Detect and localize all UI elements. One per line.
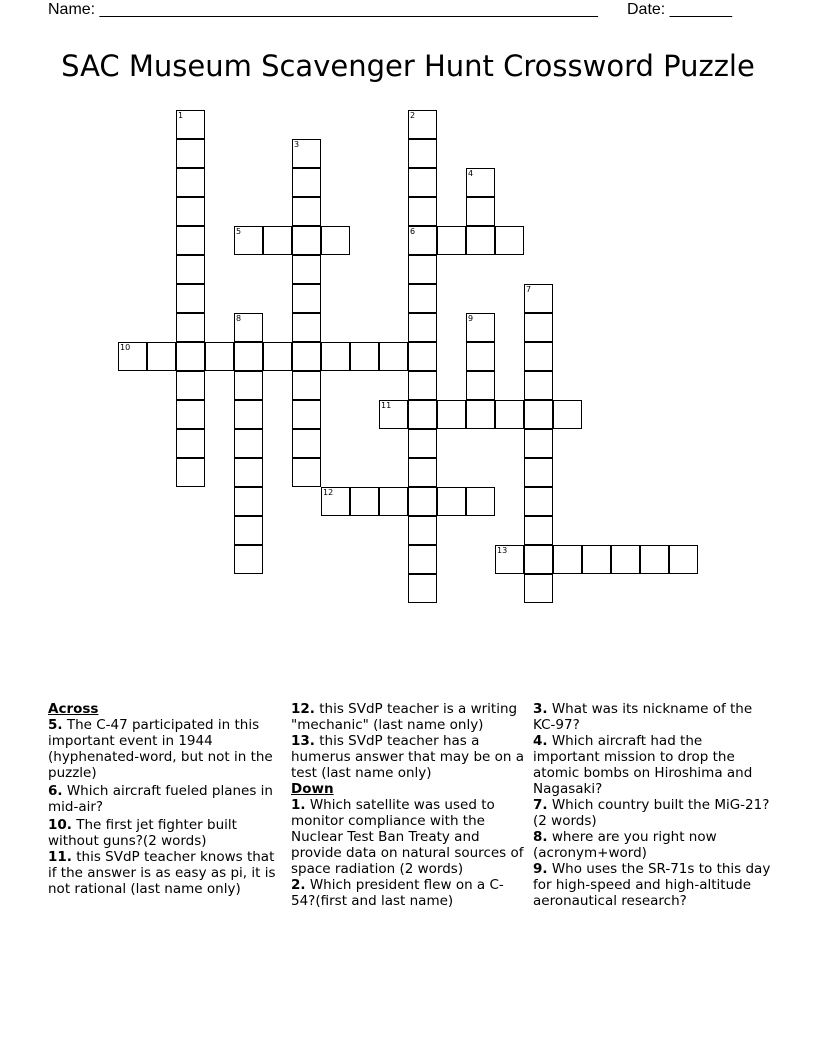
grid-cell[interactable] [292,255,321,284]
grid-cell[interactable] [524,342,553,371]
grid-cell[interactable] [408,458,437,487]
grid-cell[interactable] [234,226,263,255]
grid-cell[interactable] [234,545,263,574]
grid-cell[interactable] [466,371,495,400]
grid-cell[interactable] [118,342,147,371]
grid-cell[interactable] [292,197,321,226]
grid-cell[interactable] [495,545,524,574]
grid-cell[interactable] [176,139,205,168]
name-field[interactable]: Name: ________________________________________________________ [48,1,598,18]
clue-down-9: 9. Who uses the SR-71s to this day for high-speed and high-altitude aeronautical research? [533,861,771,909]
grid-cell[interactable] [524,458,553,487]
grid-cell[interactable] [234,429,263,458]
grid-cell[interactable] [408,400,437,429]
grid-cell[interactable] [176,197,205,226]
grid-cell[interactable] [176,458,205,487]
grid-cell[interactable] [466,487,495,516]
grid-cell[interactable] [292,226,321,255]
clue-number: 2 [410,111,416,120]
grid-cell[interactable] [524,284,553,313]
grid-cell[interactable] [321,342,350,371]
grid-cell[interactable] [524,371,553,400]
grid-cell[interactable] [176,342,205,371]
grid-cell[interactable] [379,342,408,371]
grid-cell[interactable] [176,371,205,400]
grid-cell[interactable] [524,313,553,342]
grid-cell[interactable] [350,487,379,516]
date-field[interactable]: Date: _______ [627,1,732,18]
clue-across-13: 13. this SVdP teacher has a humerus answer that may be on a test (last name only) [291,733,525,781]
grid-cell[interactable] [176,168,205,197]
clue-number: 3 [294,140,300,149]
clue-number: 1 [178,111,184,120]
grid-cell[interactable] [524,574,553,603]
grid-cell[interactable] [176,429,205,458]
grid-cell[interactable] [640,545,669,574]
grid-cell[interactable] [292,458,321,487]
grid-cell[interactable] [176,313,205,342]
down-heading: Down [291,781,334,797]
grid-cell[interactable] [437,400,466,429]
grid-cell[interactable] [176,284,205,313]
grid-cell[interactable] [524,487,553,516]
grid-cell[interactable] [408,429,437,458]
across-heading: Across [48,701,99,717]
grid-cell[interactable] [408,197,437,226]
grid-cell[interactable] [379,400,408,429]
grid-cell[interactable] [176,400,205,429]
clue-down-2: 2. Which president flew on a C-54?(first and last name) [291,877,504,909]
grid-cell[interactable] [466,168,495,197]
grid-cell[interactable] [321,487,350,516]
clue-number: 12 [323,488,334,497]
grid-cell[interactable] [176,110,205,139]
grid-cell[interactable] [321,226,350,255]
grid-cell[interactable] [292,371,321,400]
grid-cell[interactable] [292,400,321,429]
grid-cell[interactable] [292,429,321,458]
grid-cell[interactable] [408,342,437,371]
grid-cell[interactable] [408,139,437,168]
grid-cell[interactable] [292,168,321,197]
clue-column-1 [48,701,276,897]
clue-down-8: 8. where are you right now (acronym+word) [533,829,717,861]
clue-number: 7 [526,285,532,294]
clue-down-1: 1. Which satellite was used to monitor compliance with the Nuclear Test Ban Treaty and provide data on natural sources of space radiation (2 words) [291,797,524,877]
grid-cell[interactable] [524,400,553,429]
grid-cell[interactable] [263,226,292,255]
clue-number: 10 [120,343,131,352]
clue-number: 8 [236,314,242,323]
grid-cell[interactable] [292,342,321,371]
clue-across-6: 6. Which aircraft fueled planes in mid-air? [48,783,273,815]
grid-cell[interactable] [524,516,553,545]
grid-cell[interactable] [234,458,263,487]
grid-cell[interactable] [495,400,524,429]
grid-cell[interactable] [263,342,292,371]
grid-cell[interactable] [379,487,408,516]
grid-cell[interactable] [408,284,437,313]
grid-cell[interactable] [408,313,437,342]
grid-cell[interactable] [466,400,495,429]
grid-cell[interactable] [524,429,553,458]
grid-cell[interactable] [176,226,205,255]
grid-cell[interactable] [408,226,437,255]
clue-number: 6 [410,227,416,236]
grid-cell[interactable] [408,110,437,139]
grid-cell[interactable] [234,342,263,371]
grid-cell[interactable] [408,487,437,516]
grid-cell[interactable] [350,342,379,371]
grid-cell[interactable] [437,226,466,255]
grid-cell[interactable] [408,168,437,197]
grid-cell[interactable] [234,313,263,342]
grid-cell[interactable] [292,284,321,313]
grid-cell[interactable] [669,545,698,574]
clue-number: 9 [468,314,474,323]
clue-across-11: 11. this SVdP teacher knows that if the answer is as easy as pi, it is not rational (last name only) [48,849,276,897]
grid-cell[interactable] [292,313,321,342]
grid-cell[interactable] [176,255,205,284]
clue-number: 4 [468,169,474,178]
clue-column-3 [533,701,773,909]
grid-cell[interactable] [234,371,263,400]
grid-cell[interactable] [466,313,495,342]
grid-cell[interactable] [408,516,437,545]
grid-cell[interactable] [466,342,495,371]
grid-cell[interactable] [466,197,495,226]
grid-cell[interactable] [408,255,437,284]
clue-across-10: 10. The first jet fighter built without guns?(2 words) [48,817,237,849]
grid-cell[interactable] [582,545,611,574]
grid-cell[interactable] [408,371,437,400]
grid-cell[interactable] [205,342,234,371]
clue-column-2 [291,701,527,909]
grid-cell[interactable] [437,487,466,516]
clue-across-12: 12. this SVdP teacher is a writing "mechanic" (last name only) [291,701,518,733]
grid-cell[interactable] [495,226,524,255]
grid-cell[interactable] [553,400,582,429]
clue-number: 13 [497,546,508,555]
grid-cell[interactable] [147,342,176,371]
clue-across-5: 5. The C-47 participated in this important event in 1944 (hyphenated-word, but not in the puzzle) [48,717,273,781]
clue-down-4: 4. Which aircraft had the important mission to drop the atomic bombs on Hiroshima and Nagasaki? [533,733,753,797]
grid-cell[interactable] [553,545,582,574]
grid-cell[interactable] [611,545,640,574]
grid-cell[interactable] [234,487,263,516]
clue-down-3: 3. What was its nickname of the KC-97? [533,701,753,733]
grid-cell[interactable] [292,139,321,168]
grid-cell[interactable] [408,545,437,574]
clue-down-7: 7. Which country built the MiG-21?(2 words) [533,797,770,829]
grid-cell[interactable] [234,516,263,545]
grid-cell[interactable] [408,574,437,603]
grid-cell[interactable] [466,226,495,255]
page-title: SAC Museum Scavenger Hunt Crossword Puzzle [61,49,755,83]
grid-cell[interactable] [524,545,553,574]
grid-cell[interactable] [234,400,263,429]
clue-number: 11 [381,401,392,410]
clue-number: 5 [236,227,242,236]
